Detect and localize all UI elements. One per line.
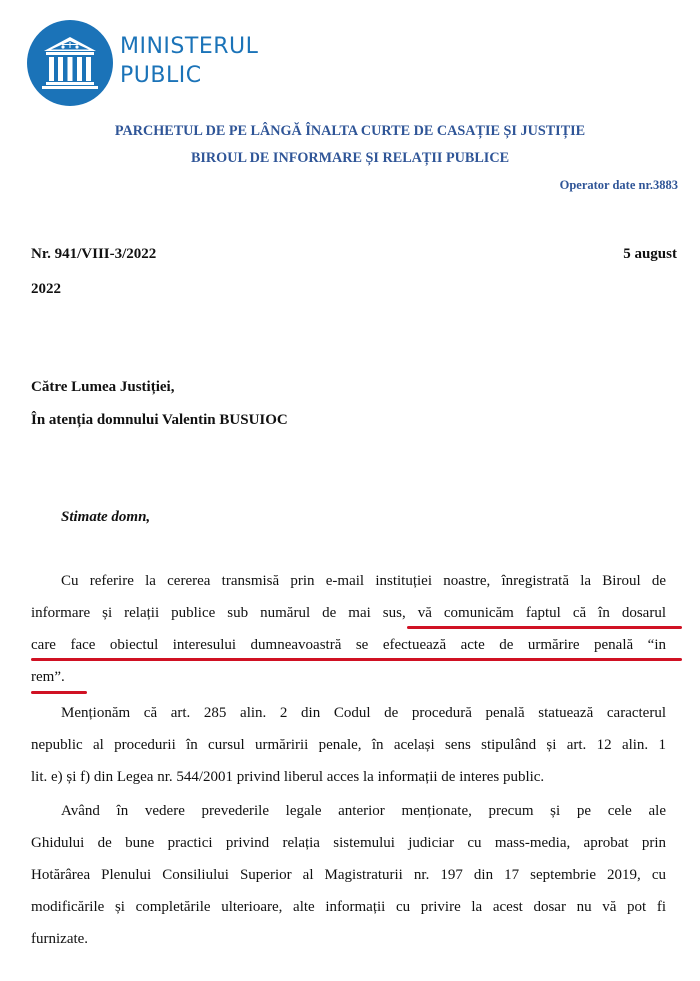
recipient-line: Către Lumea Justiției, bbox=[31, 379, 175, 395]
paragraph-3-line-3: Hotărârea Plenului Consiliului Superior al Magistraturii nr. 197 din 17 septembrie 2019, cu bbox=[31, 867, 666, 883]
department-name: BIROUL DE INFORMARE ȘI RELAȚII PUBLICE bbox=[190, 150, 510, 166]
paragraph-3-line-4: modificările și completările ulterioare, alte informații cu privire la acest dosar nu vă pot fi bbox=[31, 899, 666, 915]
paragraph-1-line-3: care face obiectul interesului dumneavoastră se efectuează acte de urmărire penală “in bbox=[31, 637, 666, 653]
paragraph-2-line-2: nepublic al procedurii în cursul urmăririi penale, în același sens stipulând și art. 12 alin. 1 bbox=[31, 737, 666, 753]
paragraph-1-line-1: Cu referire la cererea transmisă prin e-mail instituției noastre, înregistrată la Biroul de bbox=[61, 573, 666, 589]
paragraph-2-line-1: Menționăm că art. 285 alin. 2 din Codul de procedură penală statuează caracterul bbox=[61, 705, 666, 721]
document-date-year: 2022 bbox=[31, 281, 61, 297]
registration-number: Nr. 941/VIII-3/2022 bbox=[31, 246, 157, 262]
paragraph-3-line-1: Având în vedere prevederile legale anterior menționate, precum și pe cele ale bbox=[61, 803, 666, 819]
highlight-underline bbox=[31, 691, 87, 694]
document-date: 5 august bbox=[623, 246, 677, 262]
salutation: Stimate domn, bbox=[61, 509, 151, 525]
paragraph-1-line-2: informare și relații publice sub numărul de mai sus, vă comunicăm faptul că în dosarul bbox=[31, 605, 666, 621]
brand-name-line2: PUBLIC bbox=[120, 63, 202, 88]
paragraph-1-line-4: rem”. bbox=[31, 669, 65, 685]
paragraph-3-line-5: furnizate. bbox=[31, 931, 89, 947]
highlight-underline bbox=[31, 658, 682, 661]
paragraph-2-line-3: lit. e) și f) din Legea nr. 544/2001 privind liberul acces la informații de interes public. bbox=[31, 769, 545, 785]
courthouse-scales-icon bbox=[27, 20, 113, 106]
operator-number: Operator date nr.3883 bbox=[559, 178, 678, 192]
paragraph-3-line-2: Ghidului de bune practici privind relația sistemului judiciar cu mass-media, aprobat prin bbox=[31, 835, 666, 851]
brand-name-line1: MINISTERUL bbox=[120, 34, 259, 59]
attention-line: În atenția domnului Valentin BUSUIOC bbox=[31, 412, 288, 428]
institution-name: PARCHETUL DE PE LÂNGĂ ÎNALTA CURTE DE CASAȚIE ȘI JUSTIȚIE bbox=[114, 123, 586, 139]
highlight-underline bbox=[407, 626, 682, 629]
